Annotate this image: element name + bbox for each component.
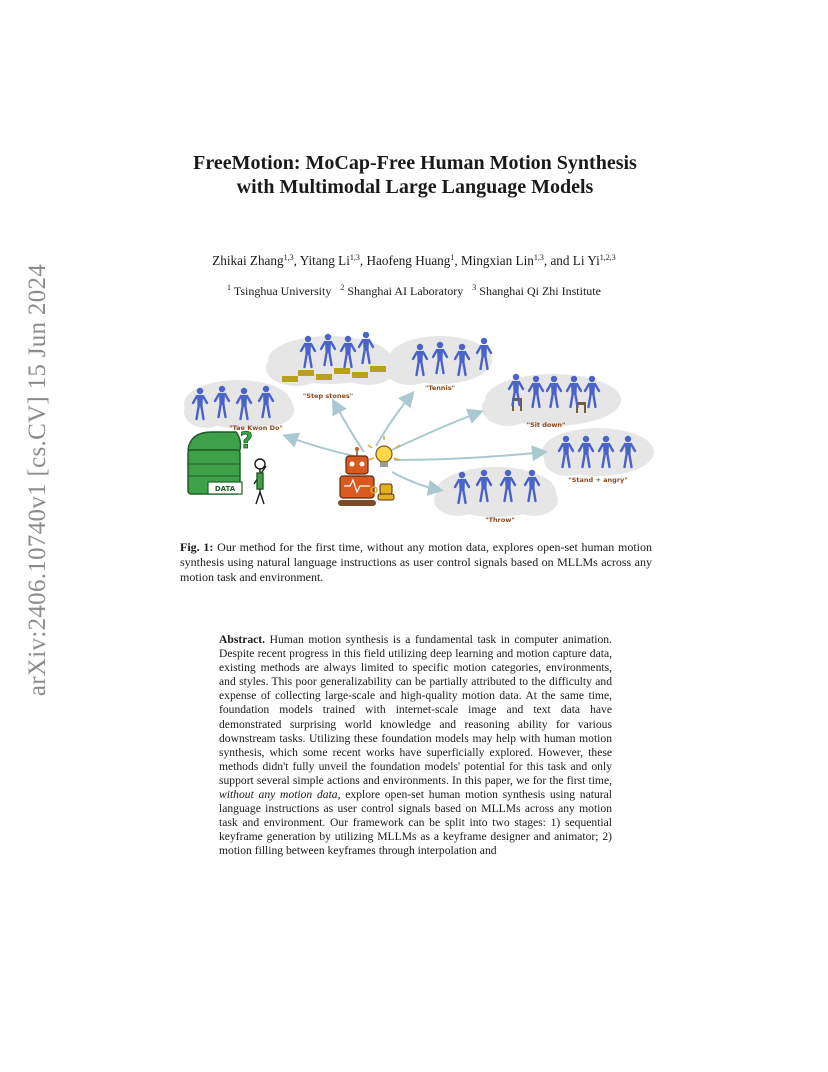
author: Haofeng Huang$^1$,: [366, 253, 461, 268]
question-mark-icon: [240, 429, 253, 454]
caption-text: Our method for the first time, without any motion data, explores open-set human motion synthesis using natural language instructions as user control signals based on MLLMs across any motion task and environment.: [180, 540, 652, 584]
figure-caption: [180, 540, 652, 585]
lightbulb-icon: [368, 436, 400, 467]
affiliation: $^2$ Shanghai AI Laboratory: [340, 283, 464, 298]
arxiv-identifier-text: arXiv:2406.10740v1 [cs.CV] 15 Jun 2024: [24, 263, 51, 697]
cloud-throw: [434, 467, 558, 517]
author-list: [140, 252, 688, 270]
author: Yitang Li$^{1,3}$,: [299, 253, 367, 268]
affiliation: $^3$ Shanghai Qi Zhi Institute: [472, 283, 601, 298]
paper-title: FreeMotion: MoCap-Free Human Motion Synthesis with Multimodal Large Language Models: [193, 152, 637, 198]
author: Li Yi$^{1,2,3}$: [572, 253, 616, 268]
robot-icon: [338, 447, 376, 506]
abstract-emphasis: without any motion data: [219, 788, 338, 802]
svg-text:?: ?: [240, 429, 253, 454]
affiliation: $^1$ Tsinghua University: [227, 283, 332, 298]
abstract: [219, 633, 612, 859]
abstract-label: Abstract.: [219, 633, 266, 646]
affiliation-list: [140, 283, 688, 299]
label-stand-angry: "Stand + angry": [568, 476, 628, 484]
thinking-person-icon: [254, 459, 266, 504]
author: Mingxian Lin$^{1,3}$, and: [460, 253, 573, 268]
label-tennis: "Tennis": [424, 384, 456, 392]
author: Zhikai Zhang$^{1,3}$,: [212, 253, 300, 268]
chest-label: DATA: [214, 485, 236, 493]
data-chest-icon: [188, 432, 242, 494]
abstract-text-continued: , explore open-set human motion synthesis using natural language instructions as user control signals based on MLLMs across any motion task and environment. Our framework can be split into two stages: 1) sequential keyframe generation by utilizing MLLMs as a keyframe designer and animator; 2) motion filling between keyframes through interpolation and: [219, 788, 612, 858]
abstract-text: Human motion synthesis is a fundamental task in computer animation. Despite recent progress in this field utilizing deep learning and motion capture data, existing methods are always limited to specific motion categories, environments, and styles. This poor generalizability can be partially attributed to the difficulty and expense of collecting large-scale and high-quality motion data. At the same time, foundation models trained with internet-scale image and text data have demonstrated surprising world knowledge and reasoning ability for various downstream tasks. Utilizing these foundation models may help with human motion synthesis, which some recent works have superficially explored. However, these methods didn't fully unveil the foundation models' potential for this task and only support several simple actions and environments. In this paper, we for the first time,: [219, 633, 612, 787]
teaser-figure: [178, 332, 656, 530]
label-sit-down: "Sit down": [526, 421, 566, 429]
label-throw: "Throw": [485, 516, 515, 524]
label-step-stones: "Step stones": [302, 392, 354, 400]
caption-label: Fig. 1:: [180, 540, 214, 554]
label-tae-kwon-do: "Tae Kwon Do": [229, 424, 283, 432]
arxiv-identifier: [18, 263, 58, 697]
